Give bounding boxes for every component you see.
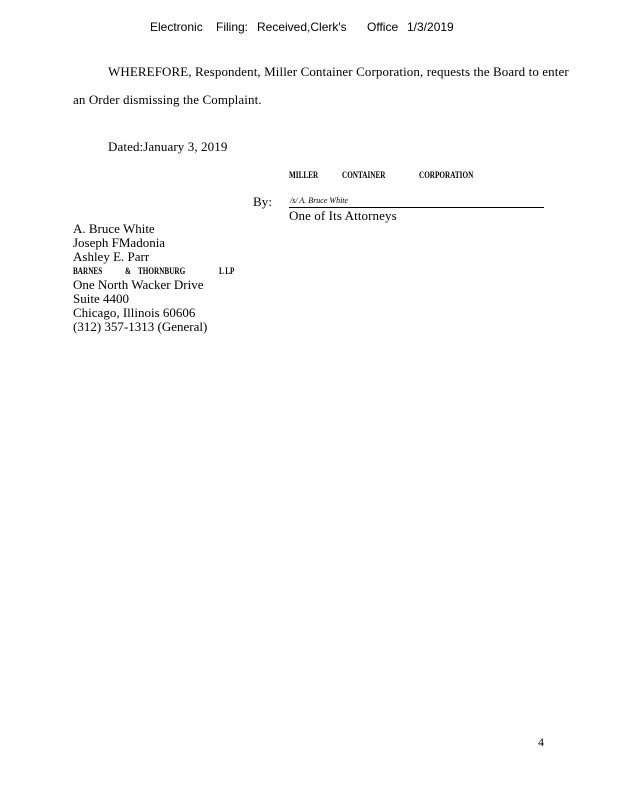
firm-word-thornburg: THORNBURG — [138, 266, 186, 276]
electronic-filing-header — [0, 20, 618, 38]
company-name-corporation: CORPORATION — [419, 170, 474, 180]
address-street: One North Wacker Drive — [73, 277, 204, 292]
page-number: 4 — [538, 735, 544, 749]
electronic-signature: /s/ A. Bruce White — [290, 196, 349, 205]
address-city: Chicago, Illinois 60606 — [73, 305, 196, 320]
company-name-container: CONTAINER — [342, 170, 386, 180]
header-filing: Filing: — [216, 20, 249, 34]
address-suite: Suite 4400 — [73, 291, 129, 306]
header-received-clerks: Received,Clerk's — [257, 20, 347, 34]
by-label: By: — [253, 194, 273, 209]
wherefore-line-1: WHEREFORE, Respondent, Miller Container Corporation, requests the Board to enter — [108, 64, 569, 79]
firm-word-llp: L LP — [219, 266, 235, 276]
company-name-miller: MILLER — [289, 170, 319, 180]
counsel-name-2: Joseph FMadonia — [73, 235, 166, 250]
firm-word-ampersand: & — [125, 266, 131, 276]
signer-title: One of Its Attorneys — [289, 208, 397, 223]
header-office: Office — [367, 20, 399, 34]
dated-line: Dated:January 3, 2019 — [108, 139, 228, 154]
header-date: 1/3/2019 — [407, 20, 454, 34]
counsel-name-1: A. Bruce White — [73, 221, 155, 236]
counsel-phone: (312) 357-1313 (General) — [73, 319, 208, 334]
firm-word-barnes: BARNES — [73, 266, 103, 276]
wherefore-line-2: an Order dismissing the Complaint. — [73, 92, 262, 107]
counsel-name-3: Ashley E. Parr — [73, 249, 150, 264]
header-electronic: Electronic — [150, 20, 203, 34]
